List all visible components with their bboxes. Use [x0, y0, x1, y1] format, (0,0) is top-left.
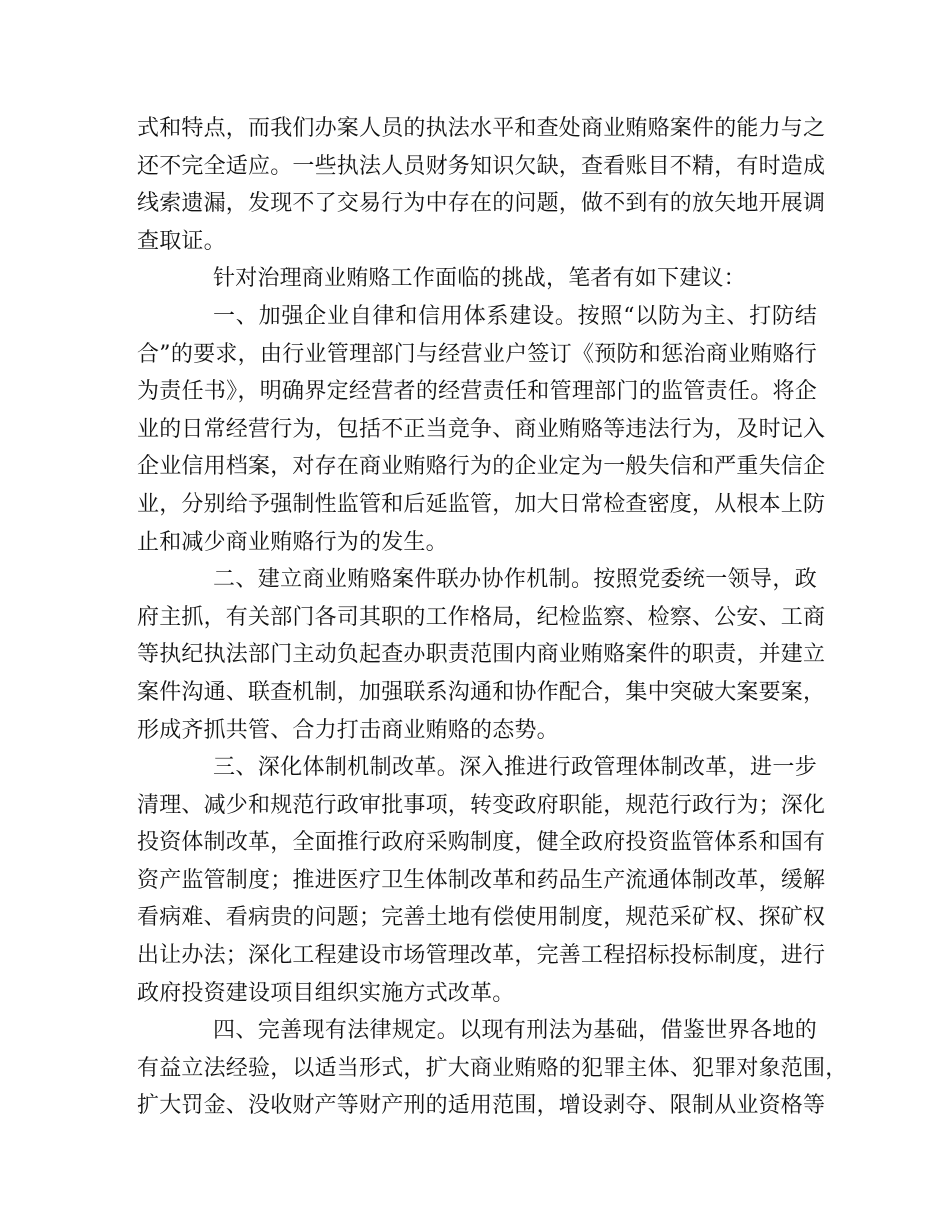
text-line: 查取证。	[137, 228, 226, 254]
text-line: 二、建立商业贿赂案件联办协作机制。按照党委统一领导，政	[213, 567, 817, 593]
document-body	[137, 110, 848, 1125]
text-line: 形成齐抓共管、合力打击商业贿赂的态势。	[137, 717, 559, 743]
text-line: 等执纪执法部门主动负起查办职责范围内商业贿赂案件的职责，并建立	[137, 642, 826, 668]
text-line: 投资体制改革，全面推行政府采购制度，健全政府投资监管体系和国有	[137, 830, 826, 856]
text-line: 针对治理商业贿赂工作面临的挑战，笔者有如下建议：	[213, 266, 746, 292]
text-line: 扩大罚金、没收财产等财产刑的适用范围，增设剥夺、限制从业资格等	[137, 1093, 826, 1119]
text-line: 四、完善现有法律规定。以现有刑法为基础，借鉴世界各地的	[213, 1018, 817, 1044]
text-line: 止和减少商业贿赂行为的发生。	[137, 529, 448, 555]
text-line: 出让办法；深化工程建设市场管理改革，完善工程招标投标制度，进行	[137, 943, 826, 969]
text-line: 有益立法经验，以适当形式，扩大商业贿赂的犯罪主体、犯罪对象范围，	[137, 1055, 848, 1081]
text-line: 为责任书》，明确界定经营者的经营责任和管理部门的监管责任。将企	[137, 379, 817, 405]
text-line: 业的日常经营行为，包括不正当竞争、商业贿赂等违法行为，及时记入	[137, 416, 826, 442]
text-line: 府主抓，有关部门各司其职的工作格局，纪检监察、检察、公安、工商	[137, 604, 826, 630]
text-line: 还不完全适应。一些执法人员财务知识欠缺，查看账目不精，有时造成	[137, 153, 826, 179]
text-line: 资产监管制度；推进医疗卫生体制改革和药品生产流通体制改革，缓解	[137, 867, 826, 893]
text-line: 一、加强企业自律和信用体系建设。按照“以防为主、打防结	[213, 303, 817, 329]
text-line: 看病难、看病贵的问题；完善土地有偿使用制度，规范采矿权、探矿权	[137, 905, 826, 931]
text-line: 合”的要求，由行业管理部门与经营业户签订《预防和惩治商业贿赂行	[137, 341, 817, 367]
text-line: 式和特点，而我们办案人员的执法水平和查处商业贿赂案件的能力与之	[137, 116, 826, 141]
text-line: 三、深化体制机制改革。深入推进行政管理体制改革，进一步	[213, 755, 817, 781]
text-line: 企业信用档案，对存在商业贿赂行为的企业定为一般失信和严重失信企	[137, 454, 826, 480]
text-line: 业，分别给予强制性监管和后延监管，加大日常检查密度，从根本上防	[137, 491, 826, 517]
text-line: 清理、减少和规范行政审批事项，转变政府职能，规范行政行为；深化	[137, 792, 826, 818]
text-line: 政府投资建设项目组织实施方式改革。	[137, 980, 515, 1006]
text-line: 案件沟通、联查机制，加强联系沟通和协作配合，集中突破大案要案，	[137, 679, 826, 705]
text-line: 线索遗漏，发现不了交易行为中存在的问题，做不到有的放矢地开展调	[137, 191, 826, 217]
